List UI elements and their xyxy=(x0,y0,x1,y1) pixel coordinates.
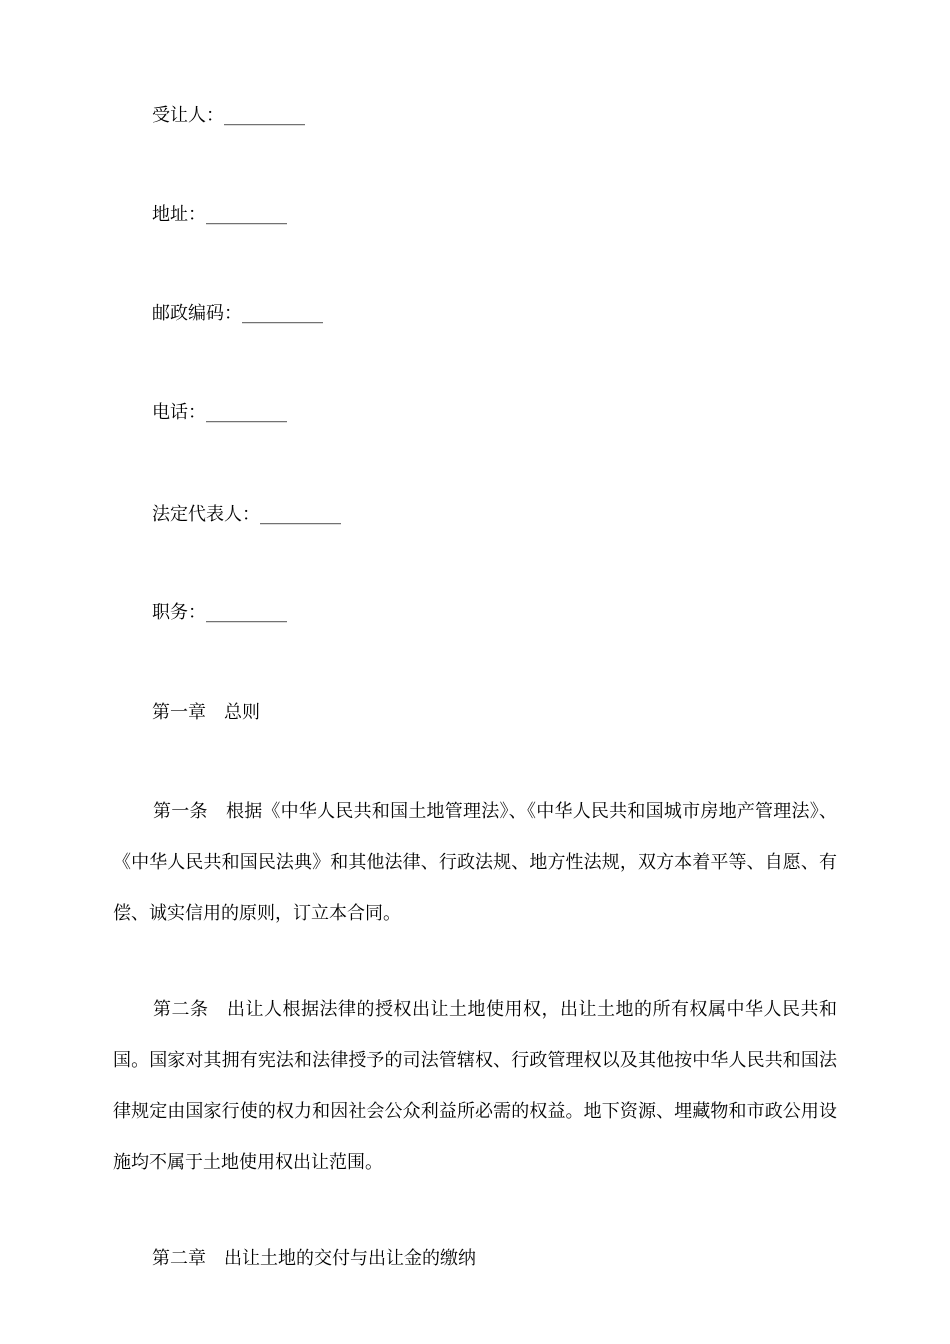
field-blank: _________ xyxy=(224,105,305,126)
field-label: 职务： xyxy=(152,602,206,623)
chapter-title: 总则 xyxy=(224,702,260,723)
field-blank: _________ xyxy=(242,303,323,324)
chapter-2-heading xyxy=(152,1247,476,1271)
article-text: 出让人根据法律的授权出让土地使用权，出让土地的所有权属中华人民共和国。国家对其拥有宪法和法律授予的司法管辖权、行政管理权以及其他按中华人民共和国法律规定由国家行使的权力和因社会公众利益所必需的权益。地下资源、埋藏物和市政公用设施均不属于土地使用权出让范围。 xyxy=(113,999,837,1173)
article-number: 第一条 xyxy=(153,801,208,822)
field-blank: _________ xyxy=(260,504,341,525)
field-label: 邮政编码： xyxy=(152,303,242,324)
field-position xyxy=(152,601,287,625)
article-number: 第二条 xyxy=(153,999,209,1020)
chapter-number: 第二章 xyxy=(152,1248,206,1269)
field-label: 电话： xyxy=(152,402,206,423)
field-blank: _________ xyxy=(206,602,287,623)
field-address xyxy=(152,203,287,227)
field-blank: _________ xyxy=(206,402,287,423)
chapter-1-heading xyxy=(152,701,260,725)
field-label: 地址： xyxy=(152,204,206,225)
article-text: 根据《中华人民共和国土地管理法》、《中华人民共和国城市房地产管理法》、《中华人民共和国民法典》和其他法律、行政法规、地方性法规，双方本着平等、自愿、有偿、诚实信用的原则，订立本合同。 xyxy=(113,801,838,924)
chapter-number: 第一章 xyxy=(152,702,206,723)
field-legal-representative xyxy=(152,503,341,527)
field-label: 法定代表人： xyxy=(152,504,260,525)
field-blank: _________ xyxy=(206,204,287,225)
field-label: 受让人： xyxy=(152,105,224,126)
field-phone xyxy=(152,401,287,425)
field-transferee xyxy=(152,104,305,128)
article-2 xyxy=(113,984,837,1188)
chapter-title: 出让土地的交付与出让金的缴纳 xyxy=(224,1248,476,1269)
field-postal-code xyxy=(152,302,323,326)
article-1 xyxy=(113,786,837,939)
